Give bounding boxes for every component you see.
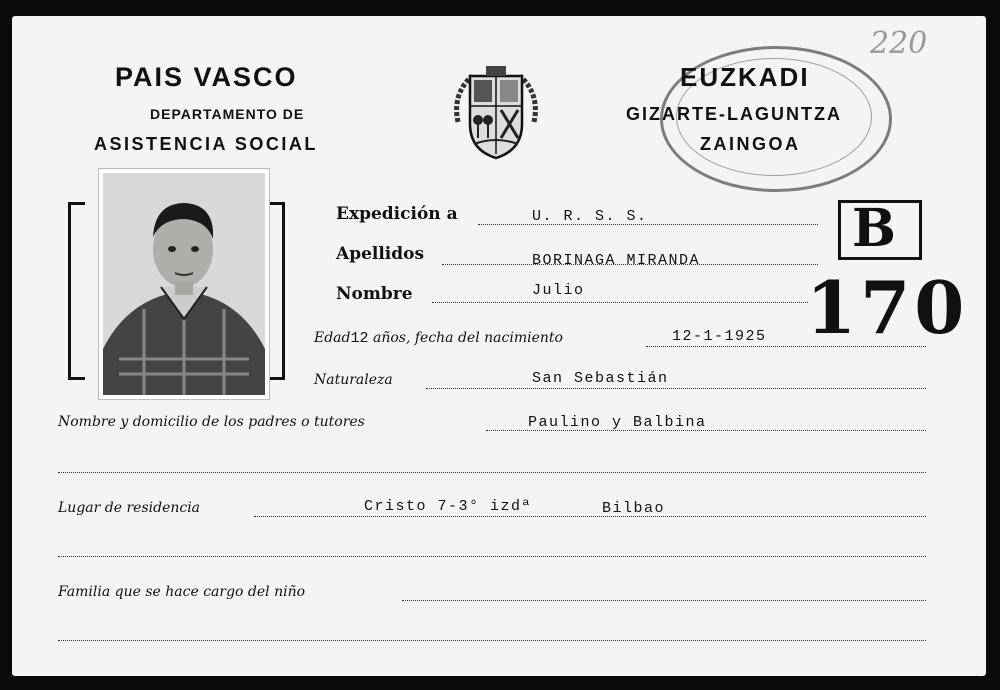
handwritten-number: 220 (870, 26, 928, 61)
registration-card (12, 16, 986, 676)
apellidos-label: Apellidos (336, 244, 425, 264)
coat-of-arms-icon (446, 64, 546, 164)
birthdate-value: 12-1-1925 (672, 328, 767, 345)
expedicion-value: U. R. S. S. (532, 208, 648, 225)
expedicion-label: Expedición a (336, 204, 458, 224)
photo-frame-right (268, 202, 285, 380)
photo-frame-left (68, 202, 85, 380)
card-number: 170 (806, 265, 969, 350)
header-gizarte: GIZARTE-LAGUNTZA (626, 104, 842, 124)
portrait-photo (98, 168, 270, 400)
residencia-label: Lugar de residencia (58, 500, 201, 516)
residencia-address: Cristo 7-3° izdª (364, 498, 533, 515)
nombre-value: Julio (532, 282, 585, 299)
padres-value: Paulino y Balbina (528, 414, 707, 431)
edad-mid: años, fecha del nacimiento (372, 330, 563, 346)
nombre-label: Nombre (336, 284, 413, 304)
edad-prefix: Edad (314, 330, 351, 346)
header-euzkadi: EUZKADI (680, 62, 810, 92)
residencia-city: Bilbao (602, 500, 666, 517)
category-letter: B (852, 198, 896, 259)
naturaleza-value: San Sebastián (532, 370, 669, 387)
header-subtitle: ASISTENCIA SOCIAL (94, 134, 318, 154)
edad-label (314, 330, 563, 347)
edad-age: 12 (350, 330, 369, 347)
familia-label: Familia que se hace cargo del niño (58, 584, 306, 600)
naturaleza-label: Naturaleza (314, 372, 393, 388)
padres-label: Nombre y domicilio de los padres o tutores (58, 414, 365, 430)
apellidos-value: BORINAGA MIRANDA (532, 252, 701, 269)
header-zaingoa: ZAINGOA (700, 134, 801, 154)
header-department: DEPARTAMENTO DE (150, 106, 305, 122)
header-title: PAIS VASCO (115, 62, 298, 92)
